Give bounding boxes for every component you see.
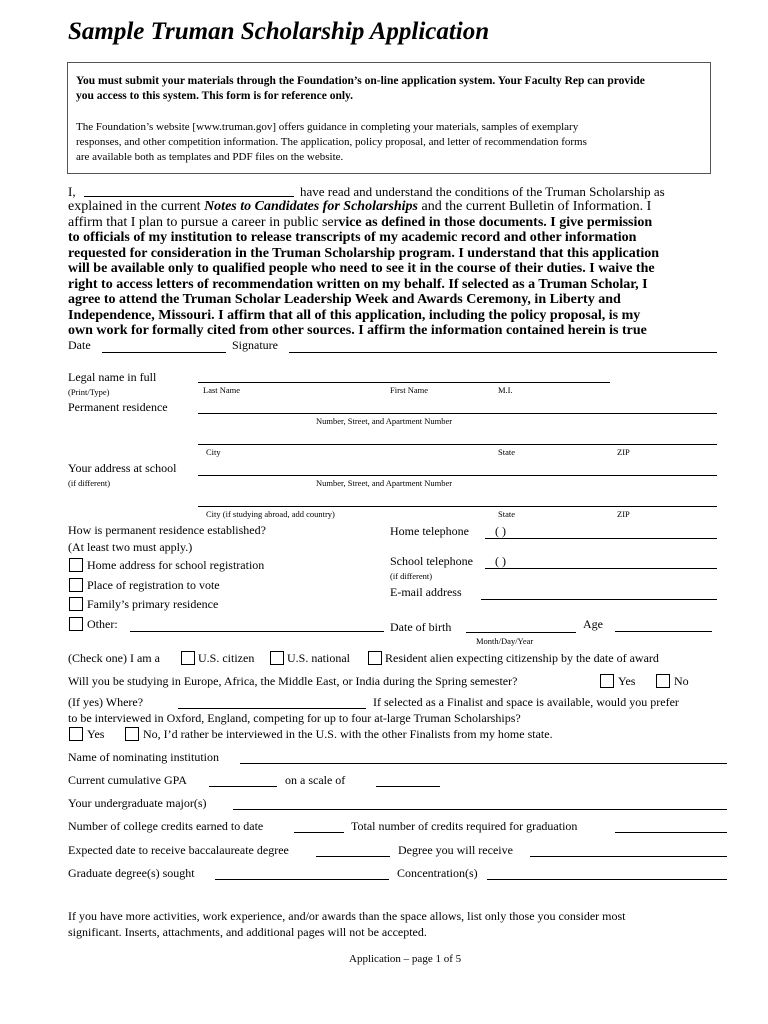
school-address-sub: (if different) <box>68 478 111 488</box>
credits-field[interactable] <box>294 832 344 833</box>
applicant-name-field[interactable] <box>84 196 294 197</box>
affirm-text: I, <box>68 184 76 199</box>
affirmation-line-1 <box>68 184 665 199</box>
gpa-scale-field[interactable] <box>376 786 440 787</box>
school-telephone-label: School telephone <box>390 554 473 568</box>
oxford-yes-checkbox[interactable] <box>69 727 83 741</box>
legal-name-label: Legal name in full <box>68 370 157 384</box>
gpa-field[interactable] <box>209 786 277 787</box>
finalist-question-1: If selected as a Finalist and space is available, would you prefer <box>373 695 679 709</box>
affirm-text: vice as defined in those documents. I give permission <box>338 214 653 230</box>
gpa-scale-label: on a scale of <box>285 773 346 787</box>
perm-street-field[interactable] <box>198 413 717 414</box>
affirmation-line-5: requested for consideration in the Truman Scholarship program. I understand that this application <box>68 245 660 261</box>
affirmation-line-10: own work for formally cited from other sources. I affirm the information contained herein is true <box>68 323 647 338</box>
signature-field[interactable] <box>289 352 717 353</box>
abroad-where-field[interactable] <box>178 708 366 709</box>
institution-field[interactable] <box>240 763 727 764</box>
notes-title: Notes to Candidates for Scholarships <box>204 199 418 214</box>
perm-city-caption: City <box>206 447 221 457</box>
residence-option-checkbox[interactable] <box>69 578 83 592</box>
finalist-question-2: to be interviewed in Oxford, England, competing for up to four at-large Truman Scholarships? <box>68 711 521 725</box>
residence-option-label: Home address for school registration <box>87 558 265 572</box>
affirmation-line-4: to officials of my institution to release transcripts of my academic record and other information <box>68 230 637 245</box>
affirmation-line-8: agree to attend the Truman Scholar Leadership Week and Awards Ceremony, in Liberty and <box>68 292 621 307</box>
institution-label: Name of nominating institution <box>68 750 219 764</box>
degree-field[interactable] <box>530 856 727 857</box>
total-credits-field[interactable] <box>615 832 727 833</box>
dob-field[interactable] <box>466 632 576 633</box>
residence-option-label: Other: <box>87 617 118 631</box>
notice-text <box>76 120 587 165</box>
abroad-no-label: No <box>674 674 689 688</box>
residence-question: How is permanent residence established? <box>68 523 266 537</box>
school-telephone-sub: (if different) <box>390 571 433 581</box>
citizenship-prefix: (Check one) I am a <box>68 651 160 665</box>
abroad-no-checkbox[interactable] <box>656 674 670 688</box>
major-field[interactable] <box>233 809 727 810</box>
school-state-caption: State <box>498 509 515 519</box>
dob-label: Date of birth <box>390 620 452 634</box>
credits-label: Number of college credits earned to date <box>68 819 264 833</box>
grad-degree-label: Graduate degree(s) sought <box>68 866 195 880</box>
school-street-caption: Number, Street, and Apartment Number <box>316 478 453 488</box>
signature-label: Signature <box>232 338 278 352</box>
first-name-caption: First Name <box>390 385 429 395</box>
notice-bold-line: you access to this system. This form is for reference only. <box>76 90 354 102</box>
oxford-yes-label: Yes <box>87 727 105 741</box>
abroad-where-label: (If yes) Where? <box>68 695 144 709</box>
perm-zip-caption: ZIP <box>617 447 630 457</box>
age-field[interactable] <box>615 631 712 632</box>
school-city-field[interactable] <box>198 506 717 507</box>
date-label: Date <box>68 338 91 352</box>
citizen-label: U.S. citizen <box>198 651 255 665</box>
bacc-date-label: Expected date to receive baccalaureate degree <box>68 843 289 857</box>
school-zip-caption: ZIP <box>617 509 630 519</box>
concentration-field[interactable] <box>487 879 727 880</box>
affirmation-line-9: Independence, Missouri. I affirm that all of this application, including the policy proposal, is my <box>68 307 641 323</box>
home-telephone-field[interactable] <box>485 538 717 539</box>
notice-bold-line: You must submit your materials through the Foundation’s on-line application system. Your Faculty Rep can provide <box>76 75 645 87</box>
gpa-label: Current cumulative GPA <box>68 773 187 787</box>
school-city-caption: City (if studying abroad, add country) <box>206 509 335 519</box>
affirm-text: affirm that I plan to pursue a career in public ser <box>68 214 339 230</box>
notice-line: responses, and other competition information. The application, policy proposal, and letter of recommendation forms <box>76 136 587 148</box>
date-field[interactable] <box>102 352 226 353</box>
major-label: Your undergraduate major(s) <box>68 796 207 810</box>
affirm-text: explained in the current <box>68 199 205 214</box>
degree-label: Degree you will receive <box>398 843 513 857</box>
affirmation-line-6: will be available only to qualified people who need to see it in the course of their duties. I waive the <box>68 261 655 276</box>
school-telephone-paren: ( ) <box>495 554 506 568</box>
abroad-question: Will you be studying in Europe, Africa, the Middle East, or India during the Spring semester? <box>68 674 518 688</box>
perm-state-caption: State <box>498 447 515 457</box>
page-title: Sample Truman Scholarship Application <box>68 18 490 45</box>
total-credits-label: Total number of credits required for graduation <box>351 819 578 833</box>
school-street-field[interactable] <box>198 475 717 476</box>
citizen-checkbox[interactable] <box>181 651 195 665</box>
affirmation-line-2 <box>68 199 659 215</box>
abroad-yes-label: Yes <box>618 674 636 688</box>
grad-degree-field[interactable] <box>215 879 389 880</box>
page-number: Application – page 1 of 5 <box>349 953 462 965</box>
affirmation-line-7: right to access letters of recommendation written on my behalf. If selected as a Truman Scholar, I <box>68 276 648 292</box>
perm-city-field[interactable] <box>198 444 717 445</box>
notice-line: The Foundation’s website [www.truman.gov] offers guidance in completing your materials, samples of exemplary <box>76 121 579 133</box>
notice-bold-text <box>76 74 645 104</box>
email-label: E-mail address <box>390 585 462 599</box>
legal-name-sub: (Print/Type) <box>68 387 110 397</box>
notice-line: are available both as templates and PDF files on the website. <box>76 151 344 163</box>
perm-street-caption: Number, Street, and Apartment Number <box>316 416 453 426</box>
email-field[interactable] <box>481 599 717 600</box>
national-label: U.S. national <box>287 651 350 665</box>
resident-alien-label: Resident alien expecting citizenship by the date of award <box>385 651 659 665</box>
oxford-no-checkbox[interactable] <box>125 727 139 741</box>
notice-box <box>67 62 711 174</box>
residence-option-label: Family’s primary residence <box>87 597 219 611</box>
abroad-yes-checkbox[interactable] <box>600 674 614 688</box>
national-checkbox[interactable] <box>270 651 284 665</box>
age-label: Age <box>583 617 603 631</box>
resident-alien-checkbox[interactable] <box>368 651 382 665</box>
footer-note-1: If you have more activities, work experience, and/or awards than the space allows, list only those you consider most <box>68 909 626 923</box>
concentration-label: Concentration(s) <box>397 866 478 880</box>
legal-name-field[interactable] <box>198 382 610 383</box>
mi-caption: M.I. <box>498 385 513 395</box>
residence-option-label: Place of registration to vote <box>87 578 220 592</box>
footer-note-2: significant. Inserts, attachments, and additional pages will not be accepted. <box>68 925 427 939</box>
last-name-caption: Last Name <box>203 385 241 395</box>
affirmation-line-3 <box>68 215 659 231</box>
residence-option-checkbox[interactable] <box>69 597 83 611</box>
school-address-label: Your address at school <box>68 461 177 475</box>
home-telephone-label: Home telephone <box>390 524 469 538</box>
affirmation-paragraph <box>68 184 665 339</box>
residence-question-note: (At least two must apply.) <box>68 540 193 554</box>
residence-other-field[interactable] <box>130 631 384 632</box>
bacc-date-field[interactable] <box>316 856 390 857</box>
residence-option-checkbox[interactable] <box>69 558 83 572</box>
dob-format-caption: Month/Day/Year <box>476 636 534 646</box>
permanent-residence-label: Permanent residence <box>68 400 168 414</box>
affirm-text: and the current Bulletin of Information. I <box>418 199 652 214</box>
oxford-no-label: No, I’d rather be interviewed in the U.S. with the other Finalists from my home state. <box>143 727 553 741</box>
affirm-text: have read and understand the conditions of the Truman Scholarship as <box>300 184 665 199</box>
residence-option-checkbox[interactable] <box>69 617 83 631</box>
school-telephone-field[interactable] <box>485 568 717 569</box>
home-telephone-paren: ( ) <box>495 524 506 538</box>
